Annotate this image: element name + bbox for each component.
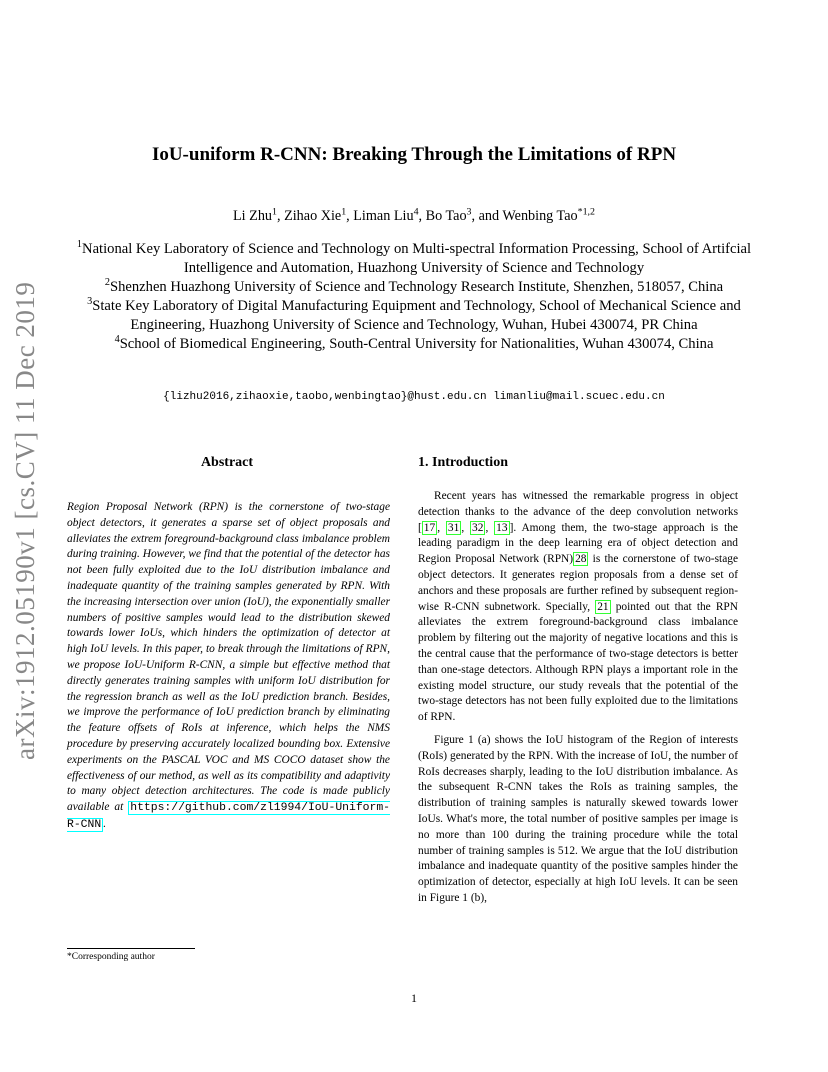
- introduction-text: [418, 489, 738, 914]
- author-name: Li Zhu: [233, 208, 273, 224]
- abstract-end: .: [103, 817, 107, 830]
- corresponding-author-footnote: *Corresponding author: [67, 952, 155, 962]
- page-number: 1: [411, 991, 417, 1005]
- author-name: Bo Tao: [425, 208, 467, 224]
- affiliation: [64, 335, 764, 354]
- citation-link[interactable]: 28: [575, 553, 587, 566]
- code-url-link[interactable]: https://github.com/zl1994/IoU-Uniform-R-CNN: [67, 802, 390, 831]
- abstract-body: Region Proposal Network (RPN) is the cornerstone of two-stage object detectors, it generates a sparse set of object proposals and alleviates the extrem foreground-background class imbalance problem during training. However, we find that the potential of the detector has not been fully exploited due to the IoU distribution imbalance and inadequate quantity of the training samples generated by RPN. With the increasing intersection over union (IoU), the exponentially smaller numbers of positive samples would lead to the distribution skewed towards lower IoUs, which hinders the optimization of detector at high IoU levels. In this paper, to break through the limitations of RPN, we propose IoU-Uniform R-CNN, a simple but effective method that directly generates training samples with uniform IoU distribution for the regression branch as well as the IoU prediction branch. Besides, we improve the performance of IoU prediction branch by eliminating the feature offsets of RoIs at inference, which helps the NMS procedure by preserving accurately localized bounding box. Extensive experiments on the PASCAL VOC and MS COCO dataset show the effectiveness of our method, as well as its compatibility and adaptivity to many object detection architectures. The code is made publicly available at: [67, 501, 390, 814]
- author-affiliation-mark: 1: [341, 206, 347, 218]
- affiliation-list: [64, 240, 764, 354]
- author-affiliation-mark: 1: [272, 206, 277, 218]
- footnote-divider: [67, 948, 195, 949]
- affiliation-number: 2: [104, 277, 110, 289]
- author-name: Zihao Xie: [284, 208, 342, 224]
- affiliation: [64, 297, 764, 335]
- citation-link[interactable]: 21: [597, 600, 609, 613]
- affiliation-text: National Key Laboratory of Science and Technology on Multi-spectral Information Processing, School of Artifcial Intelligence and Automation, Huazhong University of Science and Technology: [82, 241, 752, 276]
- author-list: Li Zhu$^1$, Zihao Xie$^1$, Liman Liu$^4$, Bo Tao$^3$, and Wenbing Tao$^{*1,2}$: [233, 206, 595, 224]
- citation-link[interactable]: 31: [447, 521, 460, 534]
- intro-paragraph-1: Recent years has witnessed the remarkable progress in object detection thanks to the advance of the deep convolution networks [ 17 , 31 , 32 , 13 ]. Among them, the two-stage approach is the leading paradigm in the deep learning era of object detection and Region Proposal Network (RPN) 28 is the cornerstone of two-stage object detectors. It generates region proposals from a dense set of anchors and these proposals are further refined by subsequent region-wise R-CNN subnetwork. Specially, 21 pointed out that the RPN alleviates the extrem foreground-background class imbalance problem by filtering out the majority of negative locations and this is the central cause that the performance of two-stage detectors is better than one-stage detectors. Although RPN plays a important role in the existing model structure, our study reveals that the potential of the two-stage detectors has not been fully exploited due to the limitations of RPN.: [418, 490, 739, 724]
- author-affiliation-mark: *1,2: [577, 206, 595, 218]
- affiliation-number: 3: [87, 296, 93, 308]
- author-name: Liman Liu: [353, 208, 414, 224]
- author-name: Wenbing Tao: [502, 208, 578, 224]
- author-emails: {lizhu2016,zihaoxie,taobo,wenbingtao}@hust.edu.cn limanliu@mail.scuec.edu.cn: [163, 391, 665, 403]
- affiliation-text: Shenzhen Huazhong University of Science and Technology Research Institute, Shenzhen, 518057, China: [109, 279, 724, 295]
- abstract-heading: Abstract: [200, 455, 254, 470]
- affiliation-text: State Key Laboratory of Digital Manufacturing Equipment and Technology, School of Mechanical Science and Engineering, Huazhong University of Science and Technology, Wuhan, Hubei 430074, PR China: [92, 298, 741, 333]
- author-affiliation-mark: 3: [466, 206, 472, 218]
- affiliation-number: 4: [114, 334, 120, 346]
- paper-title: IoU-uniform R-CNN: Breaking Through the Limitations of RPN: [151, 144, 677, 165]
- citation-link[interactable]: 17: [423, 521, 436, 534]
- intro-paragraph-2: Figure 1 (a) shows the IoU histogram of the Region of interests (RoIs) generated by the RPN. With the increase of IoU, the number of RoIs decreases sharply, leading to the IoU distribution imbalance. As the subsequent R-CNN takes the RoIs as training samples, the distribution of training samples is naturally skewed towards lower IoUs. What's more, the total number of positive samples per image is no more than 100 during the training procedure while the total number of training samples is 512. We argue that the IoU distribution imbalance and inadequate quantity of the positive samples hinder the optimization of detector, especially at high IoU levels. It can be seen in Figure 1 (b),: [418, 733, 738, 904]
- author-affiliation-mark: 4: [413, 206, 419, 218]
- introduction-heading: 1. Introduction: [418, 455, 508, 470]
- affiliation: [64, 278, 764, 297]
- arxiv-identifier-stamp: arXiv:1912.05190v1 [cs.CV] 11 Dec 2019: [10, 281, 40, 760]
- affiliation: [64, 240, 764, 278]
- affiliation-text: School of Biomedical Engineering, South-Central University for Nationalities, Wuhan 430074, China: [119, 336, 714, 352]
- citation-link[interactable]: 13: [496, 521, 508, 534]
- abstract-text: [67, 500, 390, 834]
- affiliation-number: 1: [76, 239, 83, 251]
- citation-link[interactable]: 32: [472, 521, 484, 534]
